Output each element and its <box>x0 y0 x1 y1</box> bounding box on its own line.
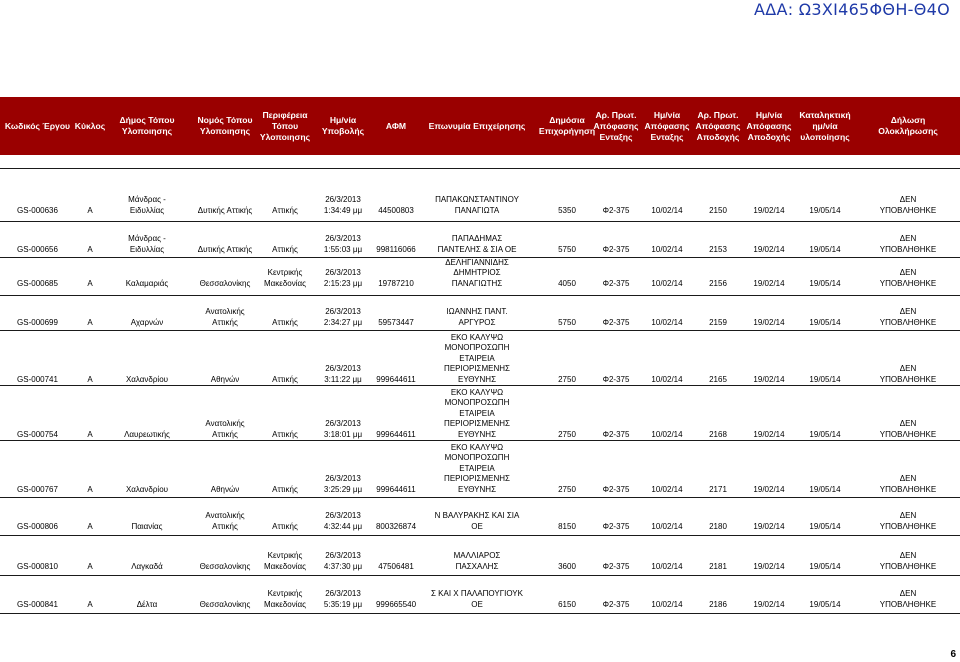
cell-ar-apodoxis: 2180 <box>709 521 727 531</box>
cell-date-apodoxis: 19/02/14 <box>753 599 785 609</box>
cell-afm: 47506481 <box>378 561 414 571</box>
cell-date-apodoxis: 19/02/14 <box>753 205 785 215</box>
cell-deadline: 19/05/14 <box>809 429 841 439</box>
header-date-entaxis: Ημ/νία Απόφασης Ενταξης <box>644 109 690 142</box>
cell-perifereia: Κεντρικής Μακεδονίας <box>263 589 306 609</box>
cell-dimos: Παιανίας <box>131 521 163 531</box>
cell-date-entaxis: 10/02/14 <box>651 561 683 571</box>
cell-ar-apodoxis: 2153 <box>709 244 727 254</box>
cell-afm: 44500803 <box>378 205 414 215</box>
cell-name: ΜΑΛΛΙΑΡΟΣ ΠΑΣΧΑΛΗΣ <box>453 551 501 571</box>
header-cycle: Κύκλος <box>74 120 106 131</box>
cell-perifereia: Αττικής <box>272 244 298 254</box>
header-project-code: Κωδικός Έργου <box>4 120 71 131</box>
cell-ar-apodoxis: 2159 <box>709 317 727 327</box>
cell-date-apodoxis: 19/02/14 <box>753 317 785 327</box>
cell-dimos: Δέλτα <box>136 599 158 609</box>
cell-deadline: 19/05/14 <box>809 599 841 609</box>
header-prefecture: Νομός Τόπου Υλοποιησης <box>197 115 253 136</box>
cell-name: ΔΕΛΗΓΙΑΝΝΙΔΗΣ ΔΗΜΗΤΡΙΟΣ ΠΑΝΑΓΙΩΤΗΣ <box>445 257 509 288</box>
cell-date: 26/3/2013 2:15:23 μμ <box>323 268 363 288</box>
cell-cycle: Α <box>87 429 93 439</box>
cell-name: ΙΩΑΝΝΗΣ ΠΑΝΤ. ΑΡΓΥΡΟΣ <box>446 307 508 327</box>
cell-perifereia: Αττικής <box>272 317 298 327</box>
cell-cycle: Α <box>87 484 93 494</box>
cell-dilosi: ΔΕΝ ΥΠΟΒΛΗΘΗΚΕ <box>879 589 937 609</box>
cell-ar-apodoxis: 2168 <box>709 429 727 439</box>
cell-date-apodoxis: 19/02/14 <box>753 521 785 531</box>
row-divider <box>0 613 960 614</box>
cell-date: 26/3/2013 3:25:29 μμ <box>323 474 363 494</box>
cell-cycle: Α <box>87 278 93 288</box>
cell-nomos: Αθηνών <box>210 374 240 384</box>
cell-nomos: Δυτικής Αττικής <box>197 244 253 254</box>
cell-ar-apodoxis: 2171 <box>709 484 727 494</box>
cell-perifereia: Αττικής <box>272 521 298 531</box>
row-divider <box>0 575 960 576</box>
cell-nomos: Θεσσαλονίκης <box>199 599 251 609</box>
cell-ar-entaxis: Φ2-375 <box>602 278 630 288</box>
row-divider <box>0 168 960 169</box>
cell-date-entaxis: 10/02/14 <box>651 484 683 494</box>
cell-deadline: 19/05/14 <box>809 278 841 288</box>
cell-ar-entaxis: Φ2-375 <box>602 484 630 494</box>
row-divider <box>0 330 960 331</box>
cell-date-entaxis: 10/02/14 <box>651 244 683 254</box>
cell-nomos: Θεσσαλονίκης <box>199 278 251 288</box>
cell-cycle: Α <box>87 521 93 531</box>
cell-grant: 6150 <box>558 599 576 609</box>
header-submission-date: Ημ/νία Υποβολής <box>321 115 365 136</box>
cell-cycle: Α <box>87 205 93 215</box>
cell-dilosi: ΔΕΝ ΥΠΟΒΛΗΘΗΚΕ <box>879 307 937 327</box>
cell-code: GS-000699 <box>17 317 58 327</box>
cell-ar-entaxis: Φ2-375 <box>602 429 630 439</box>
cell-cycle: Α <box>87 374 93 384</box>
cell-nomos: Ανατολικής Αττικής <box>205 511 245 531</box>
cell-dilosi: ΔΕΝ ΥΠΟΒΛΗΘΗΚΕ <box>879 364 937 384</box>
cell-afm: 999644611 <box>376 374 416 384</box>
cell-date-apodoxis: 19/02/14 <box>753 244 785 254</box>
cell-dimos: Καλαμαριάς <box>125 278 169 288</box>
cell-grant: 4050 <box>558 278 576 288</box>
header-company-name: Επωνυμία Επιχείρησης <box>428 120 526 131</box>
cell-code: GS-000685 <box>17 278 58 288</box>
cell-deadline: 19/05/14 <box>809 374 841 384</box>
cell-name: ΕΚΟ ΚΑΛΥΨΩ ΜΟΝΟΠΡΟΣΩΠΗ ΕΤΑΙΡΕΙΑ ΠΕΡΙΟΡΙΣΜΕΝΗΣ ΕΥΘΥΝΗΣ <box>444 387 510 439</box>
cell-nomos: Αθηνών <box>210 484 240 494</box>
cell-afm: 59573447 <box>378 317 414 327</box>
header-date-apodoxis: Ημ/νία Απόφασης Αποδοχής <box>746 109 792 142</box>
cell-dimos: Αχαρνών <box>130 317 164 327</box>
cell-dilosi: ΔΕΝ ΥΠΟΒΛΗΘΗΚΕ <box>879 551 937 571</box>
cell-afm: 999665540 <box>375 599 417 609</box>
row-divider <box>0 440 960 441</box>
cell-name: ΕΚΟ ΚΑΛΥΨΩ ΜΟΝΟΠΡΟΣΩΠΗ ΕΤΑΙΡΕΙΑ ΠΕΡΙΟΡΙΣΜΕΝΗΣ ΕΥΘΥΝΗΣ <box>444 332 510 384</box>
cell-dimos: Μάνδρας - Ειδυλλίας <box>128 195 166 215</box>
cell-dilosi: ΔΕΝ ΥΠΟΒΛΗΘΗΚΕ <box>879 234 937 254</box>
cell-grant: 2750 <box>558 429 576 439</box>
cell-perifereia: Αττικής <box>272 484 298 494</box>
row-divider <box>0 385 960 386</box>
cell-afm: 999644611 <box>376 484 416 494</box>
cell-code: GS-000656 <box>17 244 58 254</box>
cell-code: GS-000806 <box>17 521 58 531</box>
cell-date: 26/3/2013 3:18:01 μμ <box>323 419 363 439</box>
row-divider <box>0 257 960 258</box>
cell-nomos: Δυτικής Αττικής <box>197 205 253 215</box>
cell-name: Ν ΒΑΛΥΡΑΚΗΣ ΚΑΙ ΣΙΑ ΟΕ <box>434 511 520 531</box>
cell-grant: 5750 <box>558 317 576 327</box>
cell-dilosi: ΔΕΝ ΥΠΟΒΛΗΘΗΚΕ <box>879 419 937 439</box>
cell-ar-apodoxis: 2165 <box>709 374 727 384</box>
header-region: Περιφέρεια Τόπου Υλοποιησης <box>259 109 311 142</box>
cell-date-entaxis: 10/02/14 <box>651 429 683 439</box>
cell-date-entaxis: 10/02/14 <box>651 278 683 288</box>
cell-grant: 5750 <box>558 244 576 254</box>
cell-afm: 19787210 <box>378 278 414 288</box>
cell-dilosi: ΔΕΝ ΥΠΟΒΛΗΘΗΚΕ <box>879 511 937 531</box>
cell-date-entaxis: 10/02/14 <box>651 599 683 609</box>
cell-ar-apodoxis: 2181 <box>709 561 727 571</box>
ada-watermark: ΑΔΑ: Ω3ΧΙ465ΦΘΗ-Θ4Ο <box>754 0 950 19</box>
cell-dimos: Χαλανδρίου <box>125 484 169 494</box>
header-ar-entaxis: Αρ. Πρωτ. Απόφασης Ενταξης <box>593 109 639 142</box>
cell-afm: 999644611 <box>376 429 416 439</box>
row-divider <box>0 535 960 536</box>
cell-date: 26/3/2013 5:35:19 μμ <box>323 589 363 609</box>
cell-date-apodoxis: 19/02/14 <box>753 429 785 439</box>
cell-name: Σ ΚΑΙ Χ ΠΑΛΑΠΟΥΓΙΟΥΚ ΟΕ <box>431 589 523 609</box>
cell-perifereia: Κεντρικής Μακεδονίας <box>263 268 306 288</box>
cell-date: 26/3/2013 2:34:27 μμ <box>323 307 363 327</box>
cell-ar-entaxis: Φ2-375 <box>602 374 630 384</box>
header-ar-apodoxis: Αρ. Πρωτ. Απόφασης Αποδοχής <box>695 109 741 142</box>
cell-deadline: 19/05/14 <box>809 317 841 327</box>
cell-deadline: 19/05/14 <box>809 561 841 571</box>
cell-date-entaxis: 10/02/14 <box>651 205 683 215</box>
cell-ar-entaxis: Φ2-375 <box>602 561 630 571</box>
cell-code: GS-000741 <box>17 374 58 384</box>
cell-ar-entaxis: Φ2-375 <box>602 205 630 215</box>
cell-date-apodoxis: 19/02/14 <box>753 374 785 384</box>
cell-dilosi: ΔΕΝ ΥΠΟΒΛΗΘΗΚΕ <box>879 268 937 288</box>
cell-afm: 800326874 <box>375 521 417 531</box>
row-divider <box>0 295 960 296</box>
cell-dimos: Μάνδρας - Ειδυλλίας <box>128 234 166 254</box>
cell-perifereia: Αττικής <box>272 205 298 215</box>
row-divider <box>0 497 960 498</box>
cell-ar-entaxis: Φ2-375 <box>602 521 630 531</box>
cell-ar-apodoxis: 2150 <box>709 205 727 215</box>
cell-code: GS-000636 <box>17 205 58 215</box>
cell-nomos: Θεσσαλονίκης <box>199 561 251 571</box>
cell-deadline: 19/05/14 <box>809 521 841 531</box>
header-afm: ΑΦΜ <box>385 120 407 131</box>
cell-grant: 2750 <box>558 484 576 494</box>
cell-cycle: Α <box>87 599 93 609</box>
cell-date-entaxis: 10/02/14 <box>651 521 683 531</box>
header-deadline: Καταληκτική ημ/νία υλοποίησης <box>799 109 851 142</box>
cell-grant: 5350 <box>558 205 576 215</box>
cell-name: ΠΑΠΑΔΗΜΑΣ ΠΑΝΤΕΛΗΣ & ΣΙΑ ΟΕ <box>437 234 517 254</box>
page-number: 6 <box>950 649 956 660</box>
cell-date: 26/3/2013 1:55:03 μμ <box>323 234 363 254</box>
cell-deadline: 19/05/14 <box>809 244 841 254</box>
cell-ar-entaxis: Φ2-375 <box>602 599 630 609</box>
header-public-grant: Δημόσια Επιχορήγηση <box>538 115 596 136</box>
cell-date: 26/3/2013 4:37:30 μμ <box>323 551 363 571</box>
cell-afm: 998116066 <box>376 244 416 254</box>
cell-ar-apodoxis: 2186 <box>709 599 727 609</box>
cell-nomos: Ανατολικής Αττικής <box>205 307 245 327</box>
cell-ar-entaxis: Φ2-375 <box>602 244 630 254</box>
cell-perifereia: Αττικής <box>272 429 298 439</box>
cell-deadline: 19/05/14 <box>809 205 841 215</box>
cell-date: 26/3/2013 4:32:44 μμ <box>323 511 363 531</box>
cell-cycle: Α <box>87 317 93 327</box>
cell-date: 26/3/2013 1:34:49 μμ <box>323 195 363 215</box>
cell-code: GS-000767 <box>17 484 58 494</box>
header-municipality: Δήμος Τόπου Υλοποιησης <box>119 115 175 136</box>
cell-deadline: 19/05/14 <box>809 484 841 494</box>
cell-dimos: Λαυρεωτικής <box>124 429 170 439</box>
cell-ar-entaxis: Φ2-375 <box>602 317 630 327</box>
cell-date-apodoxis: 19/02/14 <box>753 484 785 494</box>
cell-date-apodoxis: 19/02/14 <box>753 278 785 288</box>
cell-code: GS-000810 <box>17 561 58 571</box>
cell-date-entaxis: 10/02/14 <box>651 317 683 327</box>
cell-grant: 8150 <box>558 521 576 531</box>
cell-date: 26/3/2013 3:11:22 μμ <box>324 364 362 384</box>
cell-date-entaxis: 10/02/14 <box>651 374 683 384</box>
cell-date-apodoxis: 19/02/14 <box>753 561 785 571</box>
cell-dilosi: ΔΕΝ ΥΠΟΒΛΗΘΗΚΕ <box>879 474 937 494</box>
cell-code: GS-000754 <box>17 429 58 439</box>
cell-grant: 2750 <box>558 374 576 384</box>
row-divider <box>0 221 960 222</box>
cell-name: ΠΑΠΑΚΩΝΣΤΑΝΤΙΝΟΥ ΠΑΝΑΓΙΩΤΑ <box>435 195 519 215</box>
cell-name: ΕΚΟ ΚΑΛΥΨΩ ΜΟΝΟΠΡΟΣΩΠΗ ΕΤΑΙΡΕΙΑ ΠΕΡΙΟΡΙΣΜΕΝΗΣ ΕΥΘΥΝΗΣ <box>444 442 510 494</box>
cell-dimos: Χαλανδρίου <box>125 374 169 384</box>
cell-cycle: Α <box>87 244 93 254</box>
cell-perifereia: Κεντρικής Μακεδονίας <box>263 551 306 571</box>
cell-nomos: Ανατολικής Αττικής <box>205 419 245 439</box>
cell-code: GS-000841 <box>17 599 58 609</box>
cell-dilosi: ΔΕΝ ΥΠΟΒΛΗΘΗΚΕ <box>879 195 937 215</box>
cell-grant: 3600 <box>558 561 576 571</box>
cell-ar-apodoxis: 2156 <box>709 278 727 288</box>
cell-dimos: Λαγκαδά <box>131 561 163 571</box>
cell-perifereia: Αττικής <box>272 374 298 384</box>
cell-cycle: Α <box>87 561 93 571</box>
header-completion-declaration: Δήλωση Ολοκλήρωσης <box>878 115 938 136</box>
